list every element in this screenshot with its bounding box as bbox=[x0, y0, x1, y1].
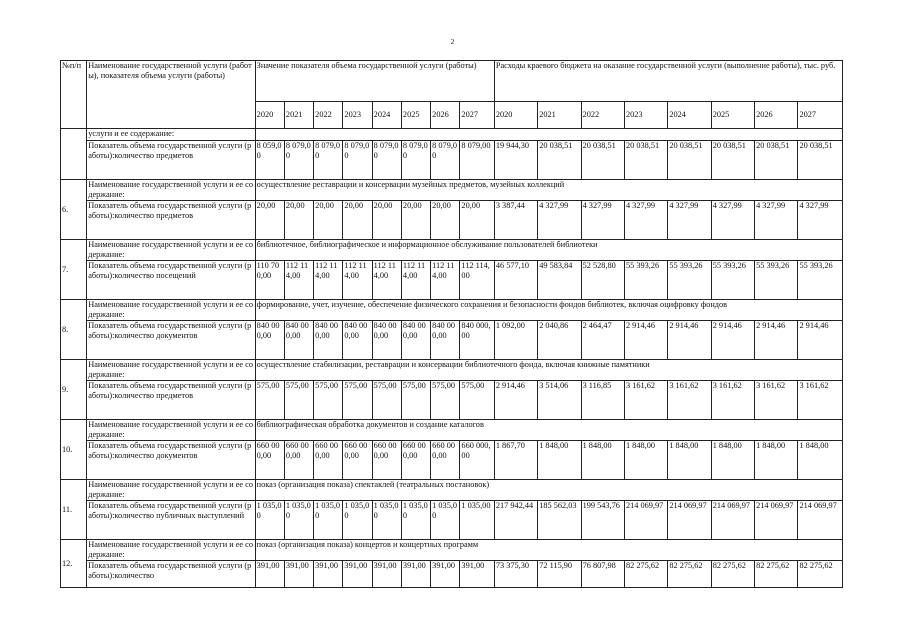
budget-value: 20 038,51 bbox=[711, 141, 754, 180]
budget-value: 4 327,99 bbox=[581, 201, 624, 240]
volume-value: 112 114,00 bbox=[314, 261, 343, 300]
volume-value: 20,00 bbox=[401, 201, 430, 240]
volume-value: 1 035,00 bbox=[343, 501, 372, 540]
budget-value: 2 914,46 bbox=[755, 321, 798, 360]
services-table bbox=[60, 60, 843, 588]
indicator-label: Показатель объема государственной услуги (работы):количество bbox=[87, 561, 255, 588]
volume-value: 8 079,00 bbox=[343, 141, 372, 180]
volume-value: 8 079,00 bbox=[372, 141, 401, 180]
header-year-volume: 2020 bbox=[255, 102, 284, 129]
budget-value: 73 375,30 bbox=[494, 561, 537, 588]
volume-value: 112 114,00 bbox=[372, 261, 401, 300]
service-content: показ (организация показа) спектаклей (театральных постановок) bbox=[255, 480, 842, 501]
table-row bbox=[61, 129, 843, 141]
budget-value: 3 161,62 bbox=[755, 381, 798, 420]
service-name-label: Наименование государственной услуги и ее содержание: bbox=[87, 300, 255, 321]
volume-value: 391,00 bbox=[284, 561, 313, 588]
table-row bbox=[61, 261, 843, 300]
table-row bbox=[61, 360, 843, 381]
budget-value: 52 528,80 bbox=[581, 261, 624, 300]
budget-value: 20 038,51 bbox=[668, 141, 711, 180]
budget-value: 1 867,70 bbox=[494, 441, 537, 480]
service-content: библиографическая обработка документов и создание каталогов bbox=[255, 420, 842, 441]
volume-value: 110 700,00 bbox=[255, 261, 284, 300]
volume-value: 575,00 bbox=[401, 381, 430, 420]
budget-value: 55 393,26 bbox=[668, 261, 711, 300]
volume-value: 660 000,00 bbox=[431, 441, 460, 480]
budget-value: 82 275,62 bbox=[755, 561, 798, 588]
volume-value: 575,00 bbox=[431, 381, 460, 420]
volume-value: 1 035,00 bbox=[372, 501, 401, 540]
service-content: осуществление стабилизации, реставрации и консервации библиотечного фонда, включая книжные памятники bbox=[255, 360, 842, 381]
budget-value: 4 327,99 bbox=[668, 201, 711, 240]
budget-value: 4 327,99 bbox=[711, 201, 754, 240]
budget-value: 4 327,99 bbox=[798, 201, 843, 240]
volume-value: 20,00 bbox=[460, 201, 494, 240]
volume-value: 20,00 bbox=[343, 201, 372, 240]
volume-value: 840 000,00 bbox=[372, 321, 401, 360]
volume-value: 840 000,00 bbox=[314, 321, 343, 360]
volume-value: 575,00 bbox=[372, 381, 401, 420]
budget-value: 2 040,86 bbox=[538, 321, 581, 360]
header-year-budget: 2023 bbox=[624, 102, 667, 129]
volume-value: 8 079,00 bbox=[401, 141, 430, 180]
budget-value: 3 161,62 bbox=[668, 381, 711, 420]
volume-value: 20,00 bbox=[255, 201, 284, 240]
budget-value: 3 161,62 bbox=[798, 381, 843, 420]
budget-value: 1 848,00 bbox=[624, 441, 667, 480]
budget-value: 20 038,51 bbox=[538, 141, 581, 180]
volume-value: 1 035,00 bbox=[431, 501, 460, 540]
volume-value: 840 000,00 bbox=[255, 321, 284, 360]
header-year-volume: 2021 bbox=[284, 102, 313, 129]
budget-value: 19 944,30 bbox=[494, 141, 537, 180]
service-content: показ (организация показа) концертов и концертных программ bbox=[255, 540, 842, 561]
budget-value: 214 069,97 bbox=[668, 501, 711, 540]
header-year-budget: 2025 bbox=[711, 102, 754, 129]
indicator-label: Показатель объема государственной услуги (работы):количество предметов bbox=[87, 201, 255, 240]
header-year-volume: 2026 bbox=[431, 102, 460, 129]
budget-value: 76 807,98 bbox=[581, 561, 624, 588]
service-name-label: Наименование государственной услуги и ее содержание: bbox=[87, 540, 255, 561]
service-name-label: услуги и ее содержание: bbox=[87, 129, 255, 141]
row-number: 6. bbox=[61, 180, 87, 240]
volume-value: 1 035,00 bbox=[284, 501, 313, 540]
volume-value: 1 035,00 bbox=[401, 501, 430, 540]
table-header bbox=[61, 61, 843, 129]
budget-value: 217 942,44 bbox=[494, 501, 537, 540]
row-number: 10. bbox=[61, 420, 87, 480]
indicator-label: Показатель объема государственной услуги (работы):количество посещений bbox=[87, 261, 255, 300]
row-number: 9. bbox=[61, 360, 87, 420]
budget-value: 82 275,62 bbox=[668, 561, 711, 588]
table-row bbox=[61, 141, 843, 180]
budget-value: 1 848,00 bbox=[538, 441, 581, 480]
table-row bbox=[61, 201, 843, 240]
budget-value: 1 848,00 bbox=[711, 441, 754, 480]
header-year-budget: 2024 bbox=[668, 102, 711, 129]
budget-value: 1 092,00 bbox=[494, 321, 537, 360]
service-content: формирование, учет, изучение, обеспечение физического сохранения и безопасности фондов библиотек, включая оцифровку фондов bbox=[255, 300, 842, 321]
budget-value: 55 393,26 bbox=[624, 261, 667, 300]
header-year-volume: 2023 bbox=[343, 102, 372, 129]
budget-value: 20 038,51 bbox=[624, 141, 667, 180]
volume-value: 112 114,00 bbox=[343, 261, 372, 300]
budget-value: 55 393,26 bbox=[798, 261, 843, 300]
budget-value: 185 562,03 bbox=[538, 501, 581, 540]
row-number: 8. bbox=[61, 300, 87, 360]
budget-value: 1 848,00 bbox=[668, 441, 711, 480]
budget-value: 49 583,84 bbox=[538, 261, 581, 300]
budget-value: 214 069,97 bbox=[755, 501, 798, 540]
table-row bbox=[61, 240, 843, 261]
volume-value: 391,00 bbox=[255, 561, 284, 588]
service-name-label: Наименование государственной услуги и ее содержание: bbox=[87, 360, 255, 381]
header-year-budget: 2020 bbox=[494, 102, 537, 129]
budget-value: 4 327,99 bbox=[755, 201, 798, 240]
volume-value: 1 035,00 bbox=[255, 501, 284, 540]
volume-value: 20,00 bbox=[314, 201, 343, 240]
volume-value: 840 000,00 bbox=[284, 321, 313, 360]
volume-value: 391,00 bbox=[372, 561, 401, 588]
volume-value: 8 059,00 bbox=[255, 141, 284, 180]
table-row bbox=[61, 381, 843, 420]
volume-value: 112 114,00 bbox=[431, 261, 460, 300]
budget-value: 199 543,76 bbox=[581, 501, 624, 540]
volume-value: 840 000,00 bbox=[460, 321, 494, 360]
volume-value: 660 000,00 bbox=[255, 441, 284, 480]
budget-value: 20 038,51 bbox=[755, 141, 798, 180]
service-name-label: Наименование государственной услуги и ее содержание: bbox=[87, 480, 255, 501]
volume-value: 112 114,00 bbox=[401, 261, 430, 300]
volume-value: 575,00 bbox=[343, 381, 372, 420]
service-content bbox=[255, 129, 842, 141]
table-row bbox=[61, 540, 843, 561]
budget-value: 46 577,10 bbox=[494, 261, 537, 300]
budget-value: 3 514,06 bbox=[538, 381, 581, 420]
budget-value: 2 914,46 bbox=[494, 381, 537, 420]
volume-value: 20,00 bbox=[372, 201, 401, 240]
table-row bbox=[61, 480, 843, 501]
budget-value: 55 393,26 bbox=[711, 261, 754, 300]
budget-value: 55 393,26 bbox=[755, 261, 798, 300]
header-col-budget: Расходы краевого бюджета на оказание государственной услуги (выполнение работы), тыс. руб. bbox=[494, 61, 842, 102]
volume-value: 660 000,00 bbox=[372, 441, 401, 480]
volume-value: 840 000,00 bbox=[343, 321, 372, 360]
budget-value: 2 464,47 bbox=[581, 321, 624, 360]
service-name-label: Наименование государственной услуги и ее содержание: bbox=[87, 420, 255, 441]
budget-value: 3 387,44 bbox=[494, 201, 537, 240]
table-row bbox=[61, 501, 843, 540]
service-content: библиотечное, библиографическое и информационное обслуживание пользователей библиотеки bbox=[255, 240, 842, 261]
header-year-volume: 2025 bbox=[401, 102, 430, 129]
volume-value: 391,00 bbox=[460, 561, 494, 588]
header-year-volume: 2024 bbox=[372, 102, 401, 129]
volume-value: 112 114,00 bbox=[284, 261, 313, 300]
budget-value: 1 848,00 bbox=[581, 441, 624, 480]
indicator-label: Показатель объема государственной услуги (работы):количество предметов bbox=[87, 141, 255, 180]
volume-value: 840 000,00 bbox=[431, 321, 460, 360]
indicator-label: Показатель объема государственной услуги (работы):количество документов bbox=[87, 321, 255, 360]
volume-value: 391,00 bbox=[401, 561, 430, 588]
volume-value: 575,00 bbox=[460, 381, 494, 420]
budget-value: 2 914,46 bbox=[624, 321, 667, 360]
volume-value: 1 035,00 bbox=[460, 501, 494, 540]
budget-value: 214 069,97 bbox=[711, 501, 754, 540]
table-row bbox=[61, 561, 843, 588]
budget-value: 2 914,46 bbox=[711, 321, 754, 360]
header-col-volume: Значение показателя объема государственной услуги (работы) bbox=[255, 61, 494, 102]
indicator-label: Показатель объема государственной услуги (работы):количество публичных выступлений bbox=[87, 501, 255, 540]
volume-value: 112 114,00 bbox=[460, 261, 494, 300]
table-row bbox=[61, 441, 843, 480]
volume-value: 8 079,00 bbox=[314, 141, 343, 180]
budget-value: 3 116,85 bbox=[581, 381, 624, 420]
volume-value: 660 000,00 bbox=[460, 441, 494, 480]
budget-value: 4 327,99 bbox=[624, 201, 667, 240]
volume-value: 660 000,00 bbox=[401, 441, 430, 480]
row-number: 11. bbox=[61, 480, 87, 540]
header-year-budget: 2021 bbox=[538, 102, 581, 129]
header-year-budget: 2027 bbox=[798, 102, 843, 129]
volume-value: 391,00 bbox=[431, 561, 460, 588]
volume-value: 1 035,00 bbox=[314, 501, 343, 540]
volume-value: 20,00 bbox=[431, 201, 460, 240]
service-content: осуществление реставрации и консервации музейных предметов, музейных коллекций bbox=[255, 180, 842, 201]
volume-value: 8 079,00 bbox=[460, 141, 494, 180]
volume-value: 660 000,00 bbox=[343, 441, 372, 480]
budget-value: 82 275,62 bbox=[798, 561, 843, 588]
volume-value: 20,00 bbox=[284, 201, 313, 240]
budget-value: 1 848,00 bbox=[798, 441, 843, 480]
budget-value: 20 038,51 bbox=[581, 141, 624, 180]
row-number: 12. bbox=[61, 540, 87, 588]
table-row bbox=[61, 420, 843, 441]
header-year-volume: 2027 bbox=[460, 102, 494, 129]
budget-value: 82 275,62 bbox=[624, 561, 667, 588]
budget-value: 3 161,62 bbox=[711, 381, 754, 420]
budget-value: 2 914,46 bbox=[798, 321, 843, 360]
indicator-label: Показатель объема государственной услуги (работы):количество документов bbox=[87, 441, 255, 480]
volume-value: 8 079,00 bbox=[284, 141, 313, 180]
budget-value: 4 327,99 bbox=[538, 201, 581, 240]
budget-value: 20 038,51 bbox=[798, 141, 843, 180]
header-col-name: Наименование государственной услуги (работы), показателя объема услуги (работы) bbox=[87, 61, 255, 129]
volume-value: 391,00 bbox=[343, 561, 372, 588]
budget-value: 2 914,46 bbox=[668, 321, 711, 360]
indicator-label: Показатель объема государственной услуги (работы):количество предметов bbox=[87, 381, 255, 420]
table-row bbox=[61, 180, 843, 201]
volume-value: 575,00 bbox=[255, 381, 284, 420]
volume-value: 840 000,00 bbox=[401, 321, 430, 360]
service-name-label: Наименование государственной услуги и ее содержание: bbox=[87, 180, 255, 201]
table-row bbox=[61, 321, 843, 360]
header-year-budget: 2022 bbox=[581, 102, 624, 129]
volume-value: 575,00 bbox=[284, 381, 313, 420]
volume-value: 660 000,00 bbox=[314, 441, 343, 480]
budget-value: 82 275,62 bbox=[711, 561, 754, 588]
row-number: 7. bbox=[61, 240, 87, 300]
budget-value: 72 115,90 bbox=[538, 561, 581, 588]
volume-value: 8 079,00 bbox=[431, 141, 460, 180]
row-number bbox=[61, 129, 87, 180]
page-number: 2 bbox=[450, 38, 455, 46]
header-year-volume: 2022 bbox=[314, 102, 343, 129]
budget-value: 214 069,97 bbox=[798, 501, 843, 540]
service-name-label: Наименование государственной услуги и ее содержание: bbox=[87, 240, 255, 261]
volume-value: 575,00 bbox=[314, 381, 343, 420]
budget-value: 214 069,97 bbox=[624, 501, 667, 540]
budget-value: 1 848,00 bbox=[755, 441, 798, 480]
header-col-no: №п/п bbox=[61, 61, 87, 129]
volume-value: 391,00 bbox=[314, 561, 343, 588]
volume-value: 660 000,00 bbox=[284, 441, 313, 480]
header-year-budget: 2026 bbox=[755, 102, 798, 129]
table-row bbox=[61, 300, 843, 321]
table-body bbox=[61, 129, 843, 588]
budget-value: 3 161,62 bbox=[624, 381, 667, 420]
